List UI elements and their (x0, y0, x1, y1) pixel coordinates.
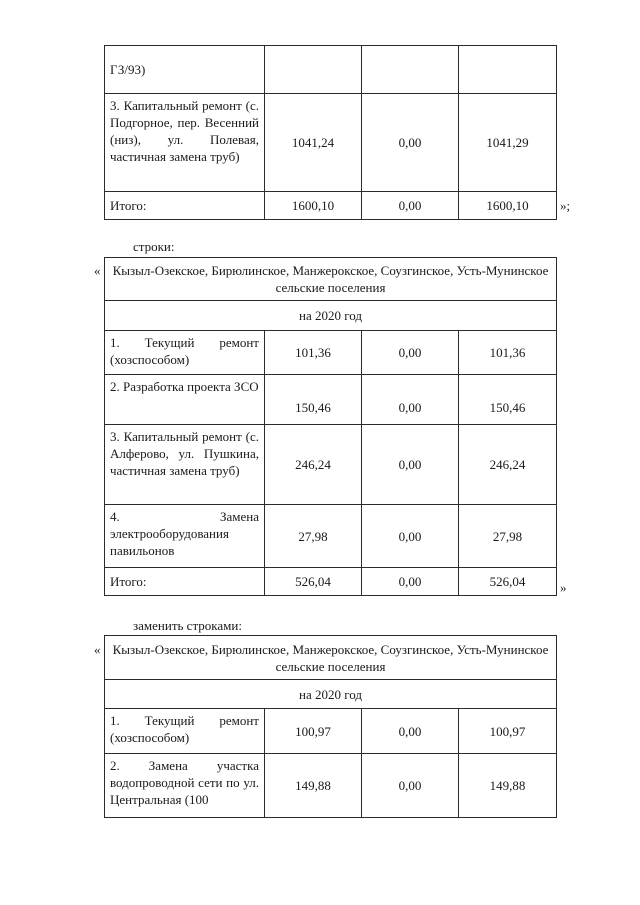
cell-value: 0,00 (362, 331, 459, 375)
cell-value: 1600,10 (265, 192, 362, 220)
table-row (105, 505, 557, 568)
cell-value: 149,88 (265, 754, 362, 818)
row-description: 1. Текущий ремонт (хозспособом) (105, 709, 265, 754)
cell-value: 149,88 (459, 754, 557, 818)
table-row (105, 46, 557, 94)
opening-quote-mark: « (94, 642, 101, 657)
caption-lines: строки: (133, 239, 175, 254)
cell-value: 526,04 (265, 568, 362, 596)
cell-value: 100,97 (459, 709, 557, 754)
table-row (105, 425, 557, 505)
cell-value: 150,46 (265, 375, 362, 425)
table-row (105, 709, 557, 754)
cell-value: 150,46 (459, 375, 557, 425)
table-row-total (105, 192, 557, 220)
cell-value (459, 46, 557, 94)
table-continuation (104, 45, 557, 220)
cell-value: 100,97 (265, 709, 362, 754)
table-old-rows (104, 257, 557, 596)
cell-value (265, 46, 362, 94)
cell-value: 27,98 (459, 505, 557, 568)
cell-value: 0,00 (362, 192, 459, 220)
cell-value: 0,00 (362, 754, 459, 818)
cell-value: 0,00 (362, 505, 459, 568)
cell-value: 1600,10 (459, 192, 557, 220)
table-row (105, 331, 557, 375)
table-year-row (105, 680, 557, 709)
table-year-row (105, 301, 557, 331)
cell-value: 1041,29 (459, 94, 557, 192)
cell-value: 246,24 (459, 425, 557, 505)
year-header: на 2020 год (105, 680, 557, 709)
cell-value (362, 46, 459, 94)
row-description: ГЗ/93) (105, 46, 265, 94)
table-row (105, 754, 557, 818)
settlements-header: Кызыл-Озекское, Бирюлинское, Манжерокское, Соузгинское, Усть-Мунинское сельские поселения (105, 258, 557, 301)
caption-replace-with: заменить строками: (133, 618, 242, 633)
opening-quote-mark: « (94, 263, 101, 278)
closing-quote-mark: »; (560, 198, 571, 213)
table-row (105, 375, 557, 425)
total-label: Итого: (105, 192, 265, 220)
row-description: 2. Замена участка водопроводной сети по ул. Центральная (100 (105, 754, 265, 818)
row-description: 3. Капитальный ремонт (с. Алферово, ул. Пушкина, частичная замена труб) (105, 425, 265, 505)
cell-value: 0,00 (362, 568, 459, 596)
cell-value: 0,00 (362, 375, 459, 425)
table-header-row (105, 258, 557, 301)
year-header: на 2020 год (105, 301, 557, 331)
cell-value: 0,00 (362, 94, 459, 192)
cell-value: 1041,24 (265, 94, 362, 192)
row-description: 3. Капитальный ремонт (с. Подгорное, пер. Весенний (низ), ул. Полевая, частичная замена труб) (105, 94, 265, 192)
row-description: 4. Замена электрооборудования павильонов (105, 505, 265, 568)
cell-value: 526,04 (459, 568, 557, 596)
cell-value: 246,24 (265, 425, 362, 505)
row-description: 2. Разработка проекта ЗСО (105, 375, 265, 425)
table-row-total (105, 568, 557, 596)
cell-value: 101,36 (459, 331, 557, 375)
cell-value: 27,98 (265, 505, 362, 568)
cell-value: 0,00 (362, 425, 459, 505)
total-label: Итого: (105, 568, 265, 596)
table-new-rows (104, 635, 557, 818)
closing-quote-mark: » (560, 580, 567, 595)
cell-value: 101,36 (265, 331, 362, 375)
table-row (105, 94, 557, 192)
settlements-header: Кызыл-Озекское, Бирюлинское, Манжерокское, Соузгинское, Усть-Мунинское сельские поселения (105, 636, 557, 680)
cell-value: 0,00 (362, 709, 459, 754)
table-header-row (105, 636, 557, 680)
row-description: 1. Текущий ремонт (хозспособом) (105, 331, 265, 375)
